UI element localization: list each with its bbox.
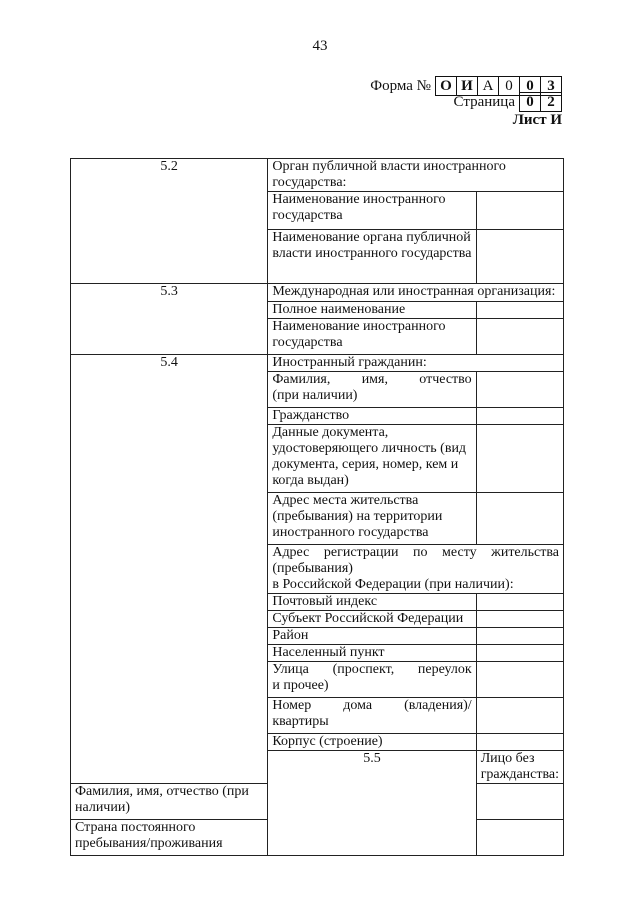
fio-word: Фамилия,: [272, 372, 331, 387]
field-value[interactable]: [476, 319, 563, 355]
field-label: Почтовый индекс: [268, 594, 476, 611]
fio-word: отчество: [419, 372, 472, 387]
field-label: Корпус (строение): [268, 734, 476, 751]
field-label: Адрес места жительства (пребывания) на территории иностранного государства: [268, 493, 476, 545]
field-label: Наименование органа публичной власти иностранного государства: [268, 230, 476, 284]
field-value[interactable]: [476, 611, 563, 628]
street-line: Улица (проспект, переулок: [272, 662, 472, 677]
form-code-cell: А: [477, 76, 499, 96]
field-label-fio: [268, 372, 476, 408]
field-value[interactable]: [476, 662, 563, 698]
field-label: Населенный пункт: [268, 645, 476, 662]
section-number: 5.2: [71, 159, 268, 284]
field-value[interactable]: [476, 408, 563, 425]
form-code-cell: 3: [540, 76, 562, 96]
house-line: Номер дома (владения)/: [272, 698, 472, 713]
section-title: Орган публичной власти иностранного государства:: [268, 159, 564, 192]
field-value[interactable]: [476, 698, 563, 734]
field-value[interactable]: [476, 230, 563, 284]
form-number-label: Форма №: [370, 77, 431, 94]
fio-note: (при наличии): [272, 388, 358, 403]
field-value[interactable]: [476, 594, 563, 611]
house-line: квартиры: [272, 714, 329, 729]
field-label: Наименование иностранного государства: [268, 319, 476, 355]
fio-word: имя,: [361, 372, 388, 387]
street-line: и прочее): [272, 678, 329, 693]
page-indicator: [454, 92, 562, 112]
registration-address-heading: [268, 545, 564, 594]
field-label: Страна постоянного пребывания/проживания: [71, 820, 268, 856]
field-label: Гражданство: [268, 408, 476, 425]
field-label: Субъект Российской Федерации: [268, 611, 476, 628]
field-label: [268, 698, 476, 734]
page-cell: 2: [540, 92, 562, 112]
section-number: 5.3: [71, 284, 268, 355]
section-title: Международная или иностранная организация:: [268, 284, 564, 302]
field-label: Район: [268, 628, 476, 645]
field-label: Наименование иностранного государства: [268, 192, 476, 230]
page-number: 43: [312, 38, 328, 54]
registration-line: Адрес регистрации по месту жительства (пребывания): [272, 545, 559, 576]
field-value[interactable]: [476, 820, 563, 856]
field-label: [268, 662, 476, 698]
field-value[interactable]: [476, 192, 563, 230]
field-value[interactable]: [476, 734, 563, 751]
field-value[interactable]: [476, 628, 563, 645]
section-title: Лицо без гражданства:: [476, 751, 563, 784]
field-value[interactable]: [476, 784, 563, 820]
form-code-cell: 0: [498, 76, 520, 96]
section-number: 5.5: [268, 751, 476, 856]
form-code-cell: И: [456, 76, 478, 96]
field-value[interactable]: [476, 645, 563, 662]
form-code-cell: 0: [519, 76, 541, 96]
field-value[interactable]: [476, 372, 563, 408]
form-code-cell: О: [435, 76, 457, 96]
field-value[interactable]: [476, 425, 563, 493]
page-label: Страница: [453, 93, 515, 110]
field-value[interactable]: [476, 302, 563, 319]
section-title: Иностранный гражданин:: [268, 355, 564, 372]
sheet-label: Лист И: [512, 112, 562, 128]
field-label: Фамилия, имя, отчество (при наличии): [71, 784, 268, 820]
section-number: 5.4: [71, 355, 268, 784]
form-table: [70, 158, 564, 856]
page-cell: 0: [519, 92, 541, 112]
field-label: Данные документа, удостоверяющего личность (вид документа, серия, номер, кем и когда выдан): [268, 425, 476, 493]
field-label: Полное наименование: [268, 302, 476, 319]
registration-line: в Российской Федерации (при наличии):: [272, 577, 514, 592]
field-value[interactable]: [476, 493, 563, 545]
